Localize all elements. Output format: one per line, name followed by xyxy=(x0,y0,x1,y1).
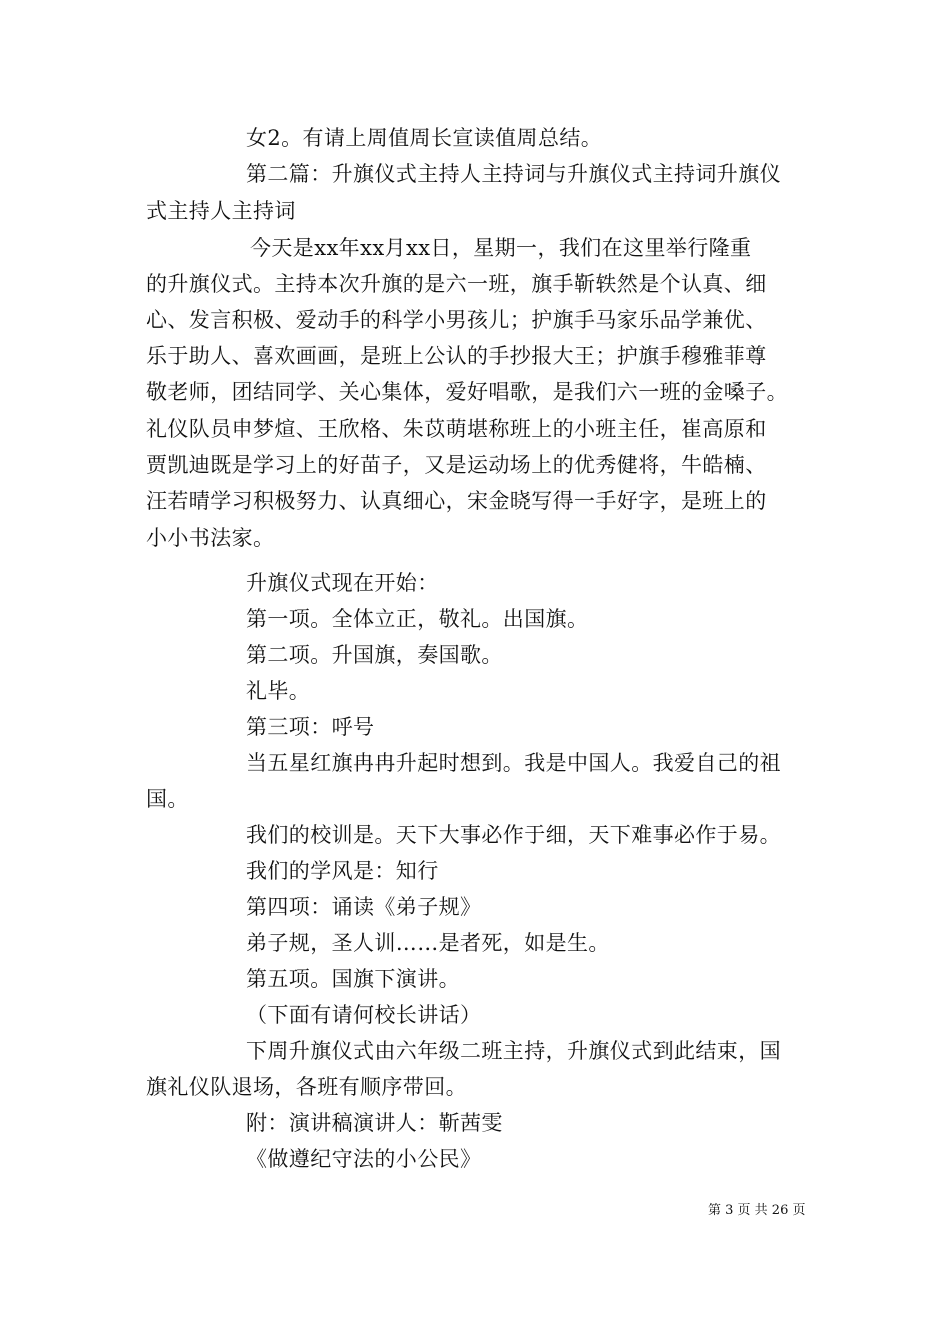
paragraph-line: 升旗仪式现在开始： xyxy=(246,571,439,595)
paragraph-line: 我们的学风是：知行 xyxy=(246,859,439,883)
speech-title: 《做遵纪守法的小公民》 xyxy=(246,1147,482,1171)
paragraph-line: 贾凯迪既是学习上的好苗子，又是运动场上的优秀健将，牛皓楠、 xyxy=(146,453,767,477)
paragraph-line: 敬老师，团结同学、关心集体，爱好唱歌，是我们六一班的金嗓子。 xyxy=(146,380,788,404)
paragraph-line: 当五星红旗冉冉升起时想到。我是中国人。我爱自己的祖 xyxy=(246,751,781,775)
paragraph-line: 第五项。国旗下演讲。 xyxy=(246,967,460,991)
paragraph-line: 心、发言积极、爱动手的科学小男孩儿；护旗手马家乐品学兼优、 xyxy=(146,308,767,332)
page-number-footer: 第 3 页 共 26 页 xyxy=(708,1203,806,1218)
paragraph-line: 国。 xyxy=(146,787,189,811)
paragraph-line: （下面有请何校长讲话） xyxy=(246,1003,482,1027)
paragraph-line: 附：演讲稿演讲人：靳茜雯 xyxy=(246,1111,503,1135)
paragraph-line: 第三项：呼号 xyxy=(246,715,375,739)
paragraph-line: 旗礼仪队退场，各班有顺序带回。 xyxy=(146,1075,467,1099)
paragraph-line: 今天是xx年xx月xx日，星期一，我们在这里举行隆重 xyxy=(250,236,752,260)
paragraph-line: 第四项：诵读《弟子规》 xyxy=(246,895,482,919)
paragraph-line: 第二项。升国旗，奏国歌。 xyxy=(246,643,503,667)
section-heading: 第二篇：升旗仪式主持人主持词与升旗仪式主持词升旗仪 xyxy=(246,162,781,186)
paragraph-line: 我们的校训是。天下大事必作于细，天下难事必作于易。 xyxy=(246,823,781,847)
paragraph-line: 弟子规，圣人训……是者死，如是生。 xyxy=(246,931,610,955)
paragraph-line: 的升旗仪式。主持本次升旗的是六一班，旗手靳轶然是个认真、细 xyxy=(146,272,767,296)
paragraph-line: 乐于助人、喜欢画画，是班上公认的手抄报大王；护旗手穆雅菲尊 xyxy=(146,344,767,368)
section-heading: 式主持人主持词 xyxy=(146,199,296,223)
paragraph-line: 汪若晴学习积极努力、认真细心，宋金晓写得一手好字，是班上的 xyxy=(146,489,767,513)
paragraph-line: 礼毕。 xyxy=(246,679,311,703)
paragraph-line: 小小书法家。 xyxy=(146,526,275,550)
paragraph-line: 第一项。全体立正，敬礼。出国旗。 xyxy=(246,607,589,631)
paragraph-line: 礼仪队员申梦煊、王欣格、朱苡萌堪称班上的小班主任，崔高原和 xyxy=(146,417,767,441)
paragraph-line: 下周升旗仪式由六年级二班主持，升旗仪式到此结束，国 xyxy=(246,1039,781,1063)
paragraph-line: 女2。有请上周值周长宣读值周总结。 xyxy=(246,126,603,150)
